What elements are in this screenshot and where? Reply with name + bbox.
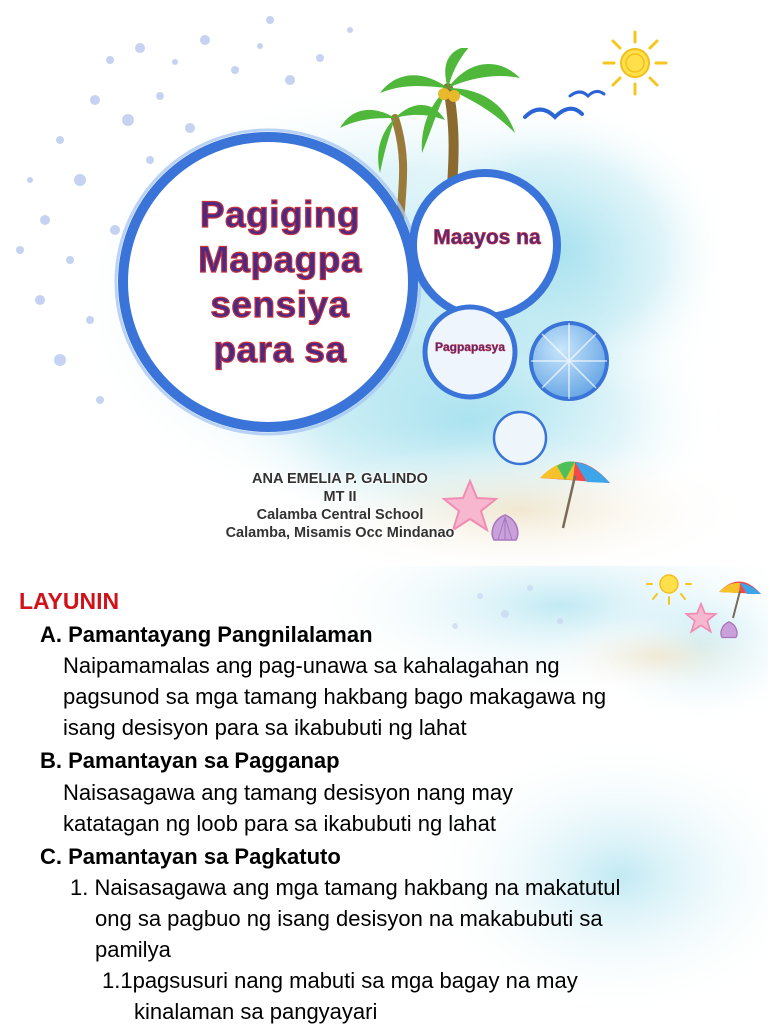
section-b-text (63, 777, 513, 839)
starfish-icon (684, 602, 718, 634)
seashell-icon (718, 620, 740, 640)
author-school: Calamba Central School (256, 507, 424, 523)
title-line: Pagiging (199, 194, 361, 235)
text-line: ong sa pagbuo ng isang desisyon na makabubuti sa (95, 906, 603, 931)
title-line: Mapagpa (198, 239, 362, 280)
text-line: 1.1pagsusuri nang mabuti sa mga bagay na may (102, 968, 578, 993)
objectives-slide (0, 566, 768, 1024)
subtitle-pagpapasya: Pagpapasya (434, 340, 506, 354)
presentation-title (150, 192, 410, 372)
text-line: Naipamamalas ang pag-unawa sa kahalagahan ng (63, 653, 560, 678)
umbrella-icon (716, 574, 764, 620)
section-a-text (63, 650, 606, 743)
subtitle-maayos: Maayos na (433, 226, 541, 249)
section-c-item-1-1 (102, 965, 578, 1024)
title-line: sensiya (210, 284, 350, 325)
section-c-item-1 (70, 872, 620, 965)
text-line: 1. Naisasagawa ang mga tamang hakbang na makatutul (70, 875, 621, 900)
title-line: para sa (213, 329, 347, 370)
section-a-title: A. Pamantayang Pangnilalaman (40, 622, 373, 647)
author-name: ANA EMELIA P. GALINDO (252, 471, 428, 487)
text-line: pagsunod sa mga tamang hakbang bago makagawa ng (63, 684, 607, 709)
section-b-title: B. Pamantayan sa Pagganap (40, 748, 340, 773)
text-line: pamilya (95, 937, 171, 962)
author-position: MT II (323, 489, 357, 505)
text-line: kinalaman sa pangyayari (134, 999, 378, 1024)
text-line: isang desisyon para sa ikabubuti ng lahat (63, 715, 467, 740)
author-location: Calamba, Misamis Occ Mindanao (225, 525, 455, 541)
text-line: Naisasagawa ang tamang desisyon nang may (63, 780, 514, 805)
author-block (150, 470, 530, 542)
section-c-title: C. Pamantayan sa Pagkatuto (40, 844, 341, 869)
text-line: katatagan ng loob para sa ikabubuti ng lahat (63, 811, 496, 836)
objectives-heading: LAYUNIN (19, 588, 120, 614)
umbrella-icon (535, 448, 615, 538)
